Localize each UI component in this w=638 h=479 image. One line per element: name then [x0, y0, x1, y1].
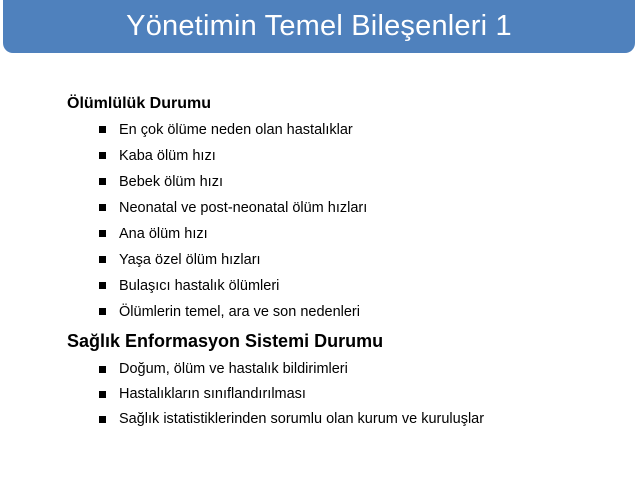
section-heading-health-information: Sağlık Enformasyon Sistemi Durumu — [67, 331, 384, 351]
square-bullet-icon — [99, 416, 106, 423]
list-item — [99, 357, 627, 382]
list-item-text: Sağlık istatistiklerinden sorumlu olan kurum ve kuruluşlar — [119, 411, 485, 427]
list-item — [99, 273, 627, 299]
square-bullet-icon — [99, 366, 106, 373]
list-item — [99, 299, 627, 325]
mortality-list — [67, 117, 627, 325]
square-bullet-icon — [99, 126, 106, 133]
square-bullet-icon — [99, 308, 106, 315]
square-bullet-icon — [99, 152, 106, 159]
list-item — [99, 169, 627, 195]
list-item-text: Kaba ölüm hızı — [119, 148, 216, 164]
list-item-text: Hastalıkların sınıflandırılması — [119, 386, 306, 402]
title-bar — [3, 0, 635, 53]
list-item — [99, 407, 627, 432]
health-information-list — [67, 357, 627, 432]
list-item-text: Bebek ölüm hızı — [119, 174, 223, 190]
section-heading-mortality: Ölümlülük Durumu — [67, 95, 211, 112]
list-item-text: En çok ölüme neden olan hastalıklar — [119, 122, 353, 138]
list-item — [99, 247, 627, 273]
square-bullet-icon — [99, 230, 106, 237]
list-item — [99, 143, 627, 169]
list-item — [99, 382, 627, 407]
square-bullet-icon — [99, 204, 106, 211]
square-bullet-icon — [99, 391, 106, 398]
slide-content — [67, 86, 627, 432]
list-item — [99, 221, 627, 247]
list-item-text: Ana ölüm hızı — [119, 226, 208, 242]
list-item-text: Yaşa özel ölüm hızları — [119, 252, 261, 268]
list-item-text: Doğum, ölüm ve hastalık bildirimleri — [119, 361, 348, 377]
list-item — [99, 195, 627, 221]
slide-title: Yönetimin Temel Bileşenleri 1 — [126, 10, 512, 42]
list-item — [99, 117, 627, 143]
square-bullet-icon — [99, 256, 106, 263]
square-bullet-icon — [99, 282, 106, 289]
square-bullet-icon — [99, 178, 106, 185]
list-item-text: Neonatal ve post-neonatal ölüm hızları — [119, 200, 368, 216]
list-item-text: Ölümlerin temel, ara ve son nedenleri — [119, 304, 360, 320]
list-item-text: Bulaşıcı hastalık ölümleri — [119, 278, 280, 294]
